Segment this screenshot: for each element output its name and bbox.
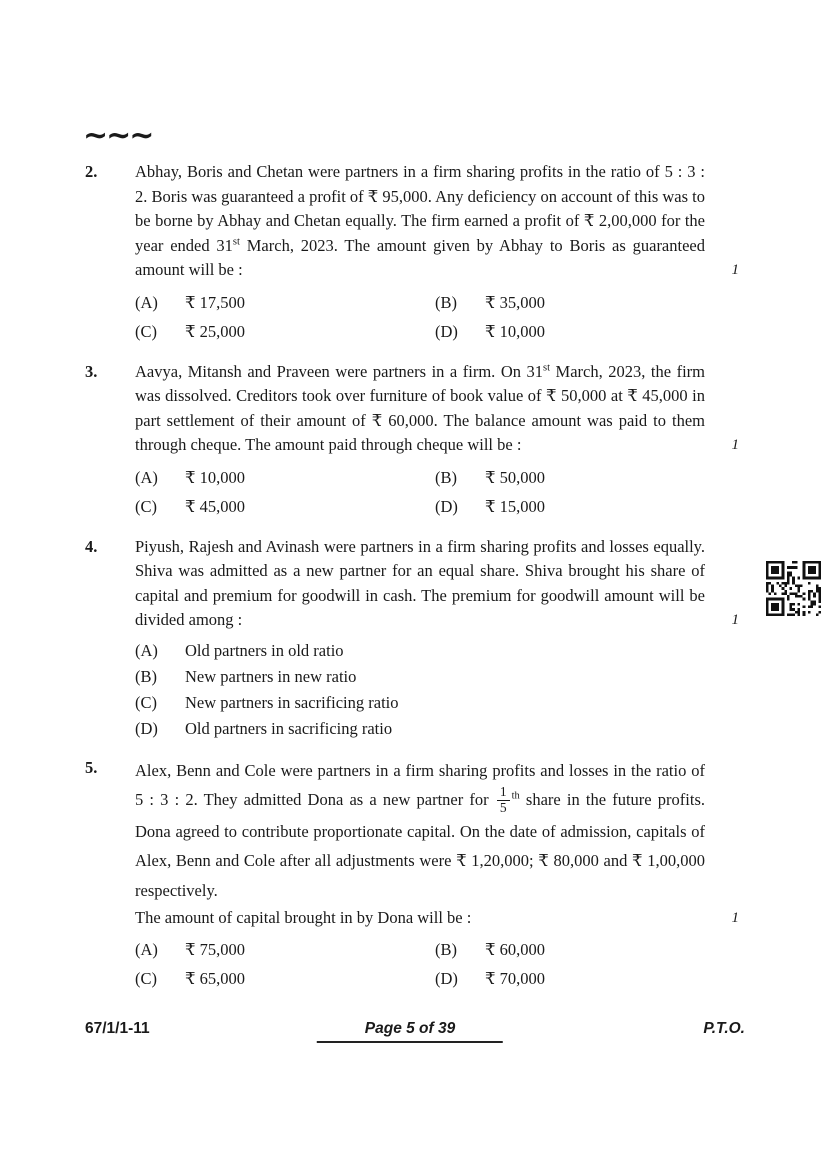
question-text: Piyush, Rajesh and Avinash were partners in a firm sharing profits and losses equally. Shiva was admitted as a new partner for an equal share. Shiva brought his share of capital and premium for goodwill in cash. The premium for goodwill amount will be divided among : 1: [135, 535, 705, 633]
option-label: (B): [435, 940, 457, 960]
option-label: (A): [135, 292, 158, 312]
question-number: 4.: [85, 536, 98, 556]
option-text: Old partners in sacrificing ratio: [185, 718, 393, 738]
question-block: [85, 360, 745, 521]
fraction-numerator: 1: [497, 785, 510, 801]
option-label: (A): [135, 640, 158, 660]
question-text: Abhay, Boris and Chetan were partners in a firm sharing profits in the ratio of 5 : 3 : 2. Boris was guaranteed a profit of ₹ 95,000. Any deficiency on account of this was to be borne by Abhay and Chetan equally. The firm earned a profit of ₹ 2,00,000 for the year ended 31st March, 2023. The amount given by Abhay to Boris as guaranteed amount will be : 1: [135, 160, 705, 283]
option-text: ₹ 15,000: [485, 496, 545, 516]
marks-value: 1: [731, 262, 739, 278]
superscript: st: [543, 362, 551, 373]
option-label: (C): [135, 496, 157, 516]
option-text: ₹ 25,000: [185, 321, 245, 341]
question-text: Alex, Benn and Cole were partners in a firm sharing profits and losses in the ratio of 5 : 3 : 2. They admitted Dona as a new partner for $\frac{1}{5}$ $^{th}$ share in the future profits. Dona agreed to contribute proportionate capital. On the date of admission, capitals of Alex, Benn and Cole after all adjustments were ₹ 1,20,000; ₹ 80,000 and ₹ 1,00,000 respectively.: [135, 760, 705, 900]
questions-container: [85, 160, 745, 1007]
option-text: ₹ 17,500: [185, 292, 245, 312]
squiggle-mark: ∼∼∼: [83, 118, 153, 153]
option-label: (B): [135, 666, 157, 686]
fraction-denominator: 5: [499, 799, 507, 815]
question-block: [85, 535, 745, 742]
option-label: (C): [135, 692, 157, 712]
option-text: ₹ 60,000: [485, 940, 545, 960]
fraction: [497, 785, 510, 816]
option-text: ₹ 10,000: [485, 321, 545, 341]
option-label: (D): [435, 969, 458, 989]
pto-label: P.T.O.: [703, 1020, 745, 1037]
question-tail-line: The amount of capital brought in by Dona will be : 1: [135, 905, 705, 930]
paper-code: 67/1/1-11: [85, 1020, 150, 1037]
option-text: New partners in new ratio: [185, 666, 357, 686]
superscript: st: [232, 236, 240, 247]
page-footer: [85, 1020, 745, 1046]
option-label: (A): [135, 467, 158, 487]
option-label: (D): [135, 718, 158, 738]
options-list: [135, 288, 705, 346]
option-text: Old partners in old ratio: [185, 640, 344, 660]
question-text: Aavya, Mitansh and Praveen were partners in a firm. On 31st March, 2023, the firm was dissolved. Creditors took over furniture of book value of ₹ 50,000 at ₹ 45,000 in part settlement of their amount of ₹ 60,000. The balance amount was paid to them through cheque. The amount paid through cheque will be : 1: [135, 360, 705, 458]
question-block: [85, 160, 745, 346]
option-label: (B): [435, 292, 457, 312]
question-number: 2.: [85, 162, 98, 181]
option-text: ₹ 65,000: [185, 969, 245, 989]
superscript: th: [511, 790, 520, 802]
option-label: (D): [435, 496, 458, 516]
qr-code: [766, 561, 821, 616]
options-list: [135, 638, 705, 742]
option-text: ₹ 75,000: [185, 940, 245, 960]
question-content: [135, 535, 739, 742]
option-label: (A): [135, 940, 158, 960]
option-label: (D): [435, 321, 458, 341]
option-text: ₹ 10,000: [185, 467, 245, 487]
question-number: 3.: [85, 361, 98, 381]
option-label: (B): [435, 467, 457, 487]
option-label: (C): [135, 321, 157, 341]
option-text: ₹ 45,000: [185, 496, 245, 516]
marks-value: 1: [731, 437, 739, 453]
option-text: ₹ 50,000: [485, 467, 545, 487]
marks-value: 1: [731, 612, 739, 628]
option-label: (C): [135, 969, 157, 989]
page-number: Page 5 of 39: [317, 1020, 503, 1043]
question-block: [85, 756, 745, 994]
option-text: ₹ 70,000: [485, 969, 545, 989]
options-list: [135, 463, 705, 521]
marks-value: 1: [731, 909, 739, 926]
question-content: [135, 160, 739, 346]
question-content: [135, 360, 739, 521]
question-number: 5.: [85, 757, 98, 777]
question-content: [135, 756, 739, 994]
options-list: [135, 935, 705, 993]
option-text: New partners in sacrificing ratio: [185, 692, 399, 712]
option-text: ₹ 35,000: [485, 292, 545, 312]
